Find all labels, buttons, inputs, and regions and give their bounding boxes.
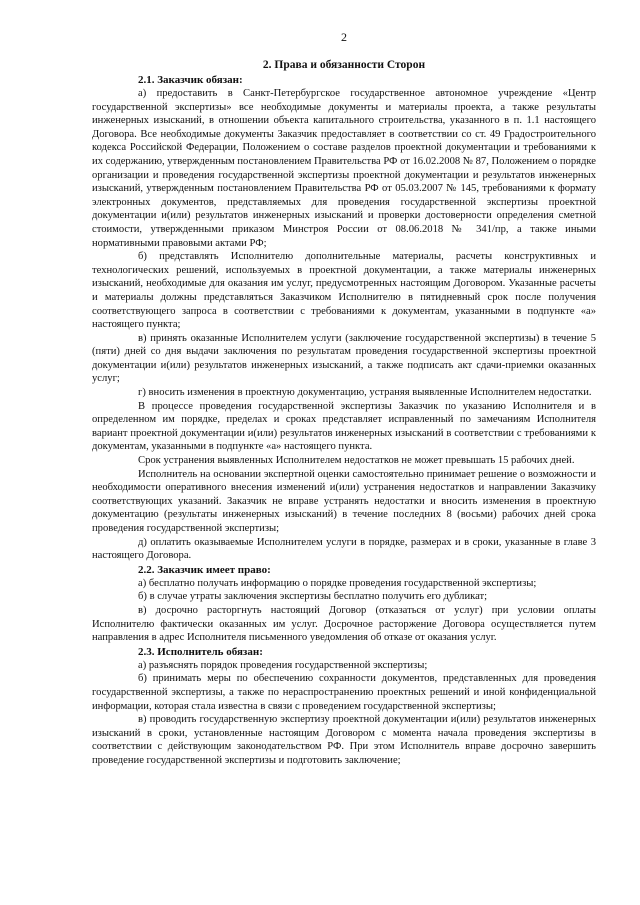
- paragraph-2-1-g-decision: Исполнитель на основании экспертной оценки самостоятельно принимает решение о возможности и необходимости оперативного внесения изменений и(или) устранения недостатков и направлении Заказчику соответствующих указаний. Заказчик не вправе устранять недостатки и вносить изменения в проектную документацию (результаты инженерных изысканий) в течение последних 8 (восьми) рабочих дней срока проведения государственной экспертизы;: [92, 468, 596, 534]
- paragraph-2-2-a: а) бесплатно получать информацию о порядке проведения государственной экспертизы;: [138, 577, 537, 589]
- paragraph-2-1-g: г) вносить изменения в проектную документацию, устраняя выявленные Исполнителем недостатки.: [138, 387, 592, 399]
- paragraph-2-1-g-deadline: Срок устранения выявленных Исполнителем недостатков не может превышать 15 рабочих дней.: [138, 455, 575, 467]
- section-title: 2. Права и обязанности Сторон: [262, 59, 426, 71]
- paragraph-2-1-d: д) оплатить оказываемые Исполнителем услуги в порядке, размерах и в сроки, указанные в главе 3 настоящего Договора.: [92, 536, 596, 562]
- paragraph-2-3-b: б) принимать меры по обеспечению сохранности документов, представленных для проведения государственной экспертизы, а также по нераспространению проектных решений и иной конфиденциальной информации, которая стала известна в связи с проведением государственной экспертизы;: [92, 673, 596, 712]
- paragraph-2-1-v: в) принять оказанные Исполнителем услуги (заключение государственной экспертизы) в течение 5 (пяти) дней со дня выдачи заключения по результатам проведения государственной экспертизы проектной документации и(или) результатов инженерных изысканий, а также подписать акт сдачи-приемки оказанных услуг;: [92, 332, 596, 385]
- paragraph-2-3-a: а) разъяснять порядок проведения государственной экспертизы;: [138, 659, 428, 671]
- paragraph-2-2-b: б) в случае утраты заключения экспертизы бесплатно получить его дубликат;: [138, 591, 488, 603]
- paragraph-2-2-v: в) досрочно расторгнуть настоящий Договор (отказаться от услуг) при условии оплаты Исполнителю фактически оказанных им услуг. Досрочное расторжение Договора осуществляется путем направления в адрес Исполнителя письменного уведомления об отказе от оказания услуг.: [92, 604, 596, 644]
- paragraph-2-1-a: а) предоставить в Санкт-Петербургское государственное автономное учреждение «Центр государственной экспертизы» все необходимые документы и материалы проекта, а также результаты инженерных изысканий, в отношении объекта капитального строительства, указанного в п. 1.1 настоящего Договора. Все необходимые документы Заказчик предоставляет в соответствии со ст. 49 Градостроительного кодекса Российской Федерации, Положением о составе разделов проектной документации и требованиями к их содержанию, утвержденным постановлением Правительства РФ от 16.02.2008 № 87, Положением о порядке организации и проведения государственной экспертизы проектной документации и результатов инженерных изысканий, утвержденным постановлением Правительства РФ от 05.03.2007 № 145, требованиями к формату электронных документов, представляемых для проведения государственной экспертизы проектной документации и(или) результатов инженерных изысканий и проверки достоверности определения сметной стоимости, утвержденными приказом Минстроя России от 08.06.2018 № 341/пр, а также иными нормативными правовыми актами РФ;: [92, 88, 596, 249]
- page-number: 2: [341, 30, 347, 44]
- subsection-heading-2-3: 2.3. Исполнитель обязан:: [138, 645, 263, 658]
- subsection-heading-2-1: 2.1. Заказчик обязан:: [138, 74, 243, 86]
- paragraph-2-3-v: в) проводить государственную экспертизу проектной документации и(или) результатов инженерных изысканий в сроки, установленные настоящим Договором с момента начала проведения экспертизы в соответствии с действующим законодательством РФ. При этом Исполнитель вправе досрочно завершить проведение государственной экспертизы и подготовить заключение;: [92, 714, 596, 766]
- subsection-heading-2-2: 2.2. Заказчик имеет право:: [138, 563, 271, 576]
- paragraph-2-1-b: б) представлять Исполнителю дополнительные материалы, расчеты конструктивных и технологических решений, используемых в проектной документации, а также материалы инженерных изысканий, необходимые для оказания им услуг, предусмотренных настоящим Договором. Указанные расчеты и материалы должны представляться Заказчиком Исполнителю в пятидневный срок после получения соответствующего запроса в соответствии с требованиями к документам, указанными в подпункте «а» настоящего пункта;: [92, 251, 596, 331]
- paragraph-2-1-g-process: В процессе проведения государственной экспертизы Заказчик по указанию Исполнителя и в определенном им порядке, пределах и сроках представляет исправленный по замечаниям Исполнителя вариант проектной документации и(или) результатов инженерных изысканий в соответствии с требованиями к документам, указанными в подпункте «а» настоящего пункта.: [92, 400, 596, 453]
